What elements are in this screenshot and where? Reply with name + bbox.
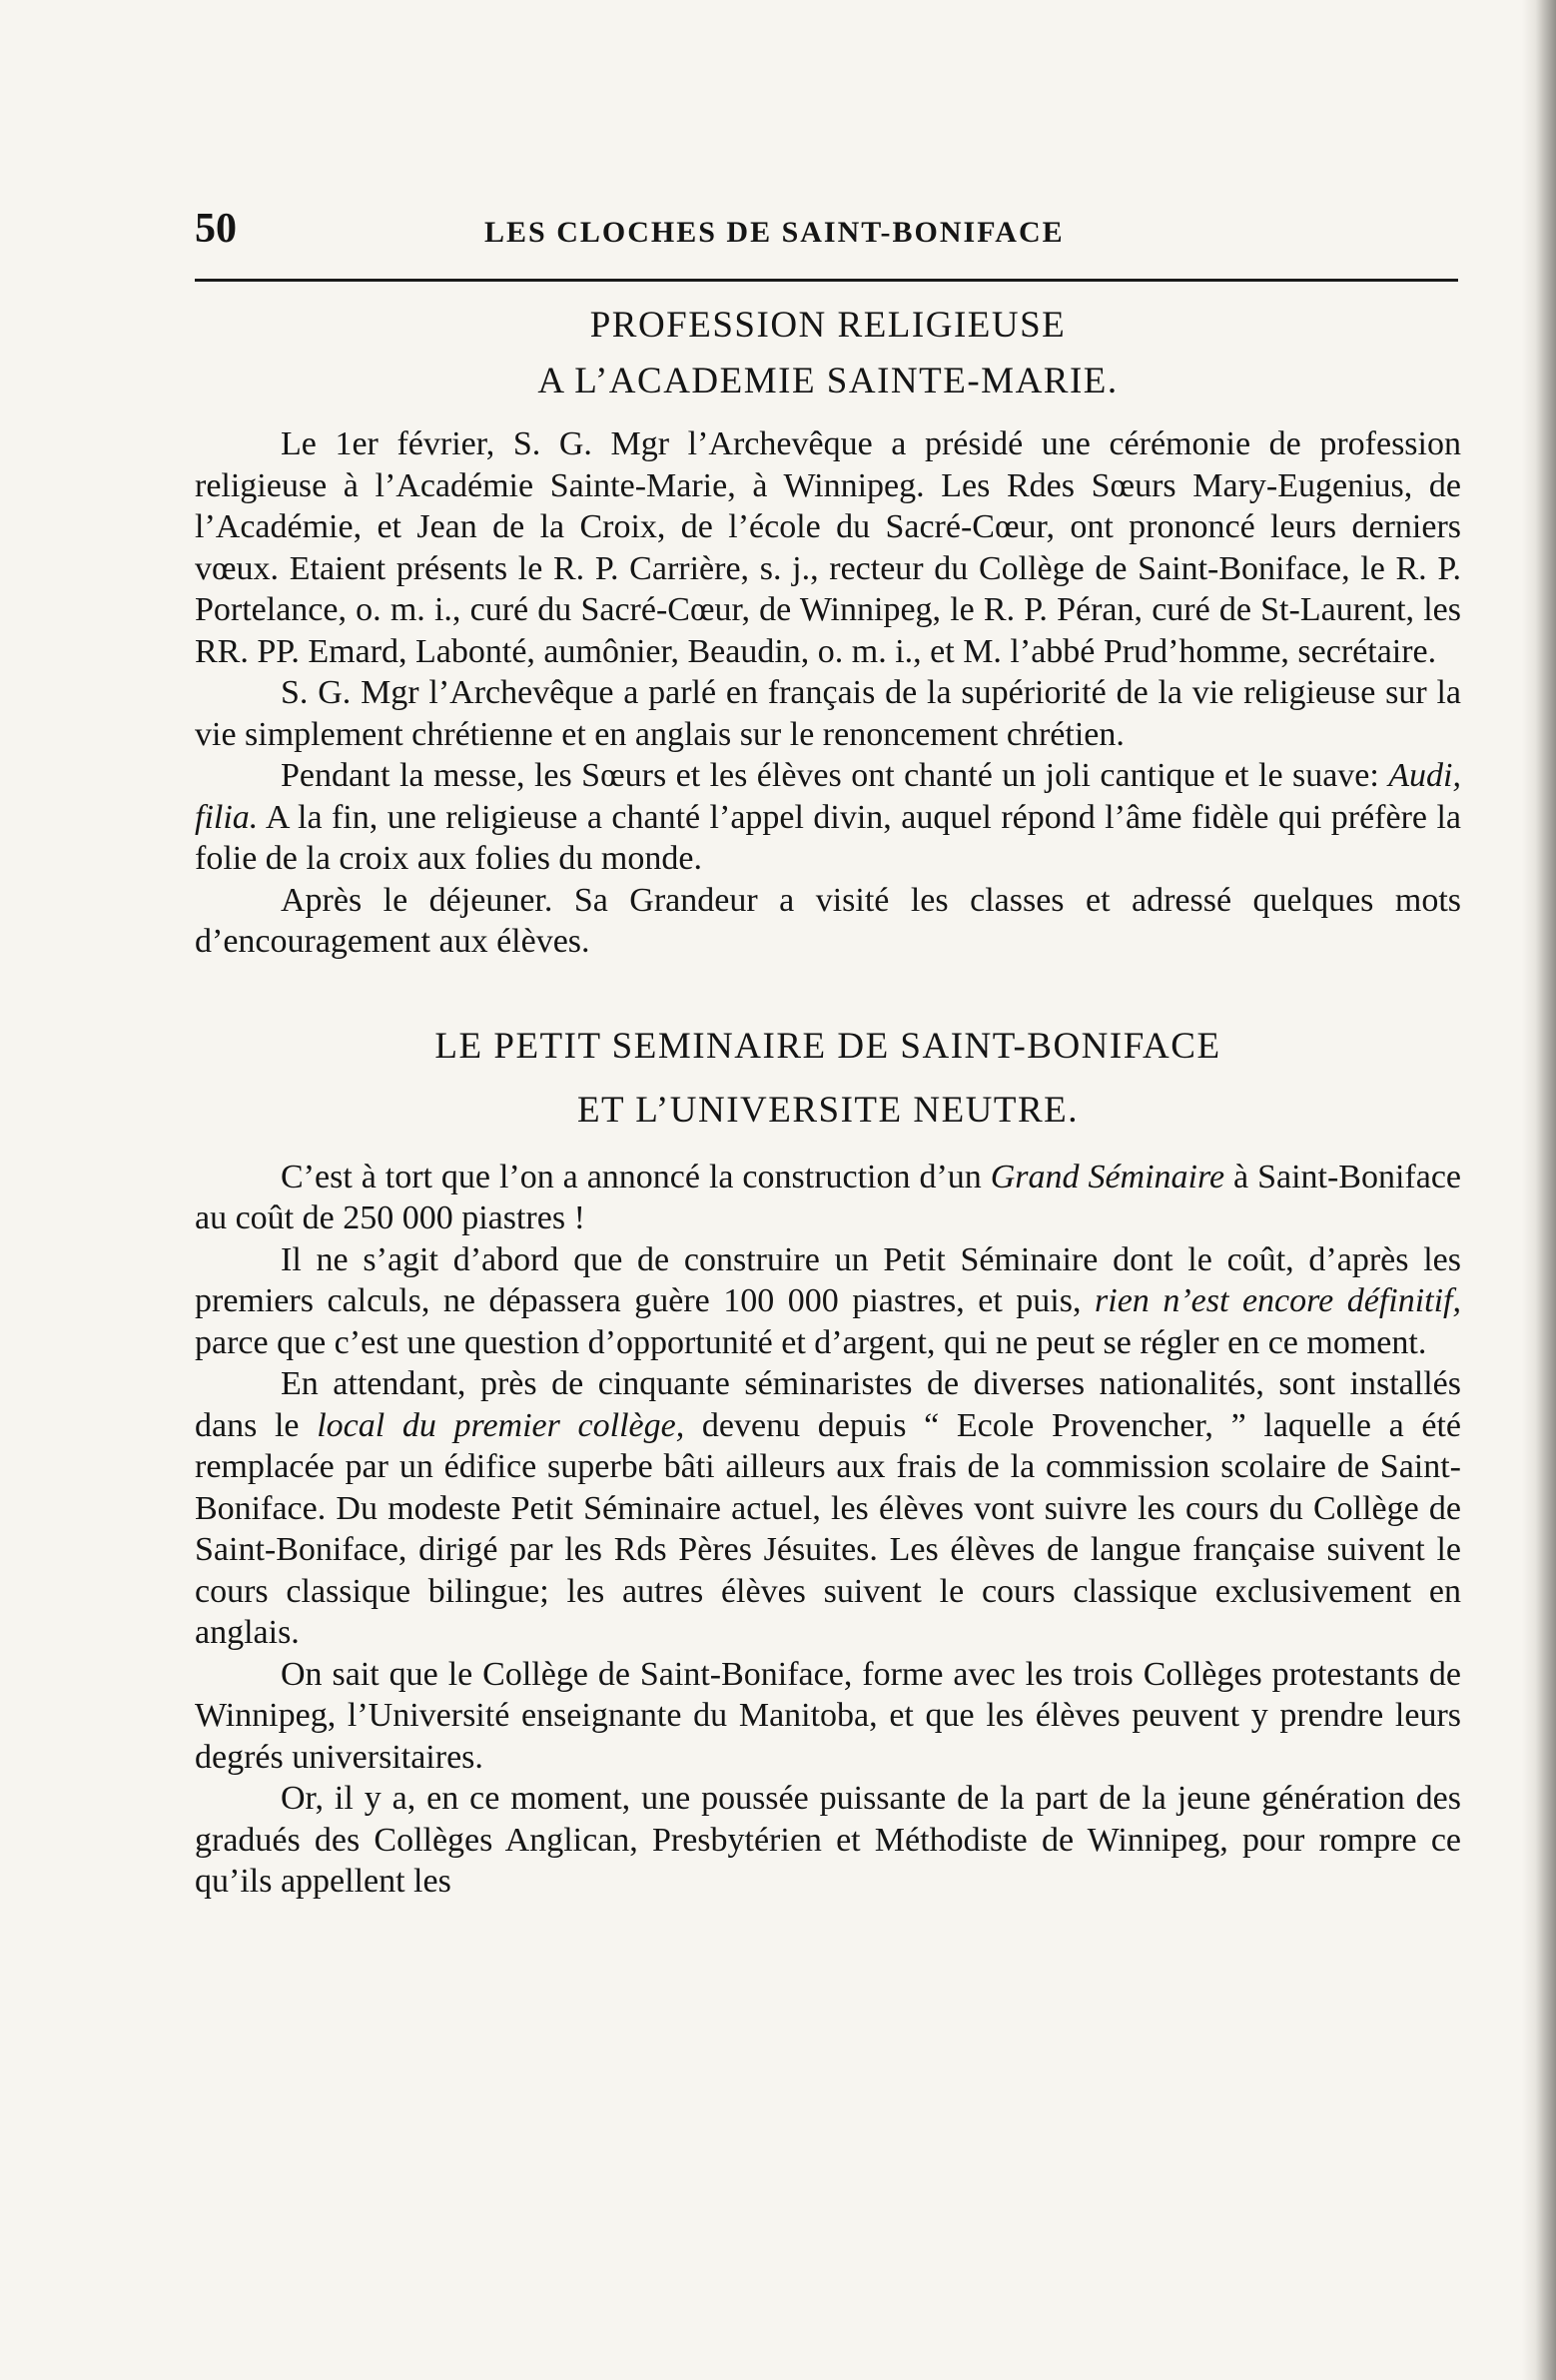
text-run: A la fin, une religieuse a chanté l’appel divin, auquel répond l’âme fidèle qui préfère la folie de la croix aux folies du monde. [195,798,1461,877]
text-run: Il ne s’agit d’abord que de construire un Petit Séminaire dont le coût, d’après les premiers calculs, ne dépassera guère 100 000 piastres, et puis, [195,1240,1461,1319]
italic-text: local du premier collège, [317,1406,685,1444]
text-run: Pendant la messe, les Sœurs et les élèves ont chanté un joli cantique et le suave: [281,757,1389,794]
article-title-line: LE PETIT SEMINAIRE DE SAINT-BONIFACE [434,1025,1221,1067]
article-petit-seminaire [195,1011,1461,1903]
paragraph [195,1239,1461,1364]
paragraph: On sait que le Collège de Saint-Boniface, forme avec les trois Collèges protestants de Winnipeg, l’Université enseignante du Manitoba, et que les élèves peuvent y prendre leurs degrés universitaires. [195,1655,1461,1776]
header-rule [195,279,1458,282]
italic-text: rien n’est encore définitif, [1095,1282,1461,1319]
text-run: C’est à tort que l’on a annoncé la construction d’un [281,1158,991,1195]
page-edge-shadow [1522,0,1556,2380]
paragraph [195,1363,1461,1654]
article-title-line: PROFESSION RELIGIEUSE [589,305,1067,346]
text-run: parce que c’est une question d’opportunité et d’argent, qui ne peut se régler en ce moment. [195,1323,1427,1361]
running-title: LES CLOCHES DE SAINT-BONIFACE [484,216,1065,249]
italic-text: Grand Séminaire [990,1158,1225,1195]
text-run: En attendant, près de cinquante séminaristes de diverses nationalités, sont installés dans le [195,1365,1461,1444]
page-number: 50 [195,206,237,252]
paragraph [195,1157,1461,1239]
article-subtitle-line: A L’ACADEMIE SAINTE-MARIE. [537,361,1119,401]
article-subtitle-line: ET L’UNIVERSITE NEUTRE. [576,1089,1080,1131]
text-run: devenu depuis “ Ecole Provencher, ” laquelle a été remplacée par un édifice superbe bâti ailleurs aux frais de la commission scolaire de Saint-Boniface. Du modeste Petit Séminaire actuel, les élèves vont suivre les cours du Collège de Saint-Boniface, dirigé par les Rds Pères Jésuites. Les élèves de langue française suivent le cours classique bilingue; les autres élèves suivent le cours classique exclusivement en anglais. [195,1406,1462,1651]
paragraph: S. G. Mgr l’Archevêque a parlé en français de la supériorité de la vie religieuse sur la vie simplement chrétienne et en anglais sur le renoncement chrétien. [195,674,1461,753]
paragraph: Or, il y a, en ce moment, une poussée puissante de la part de la jeune génération des gradués des Collèges Anglican, Presbytérien et Méthodiste de Winnipeg, pour rompre ce qu’ils appellent les [195,1780,1461,1900]
paragraph: Après le déjeuner. Sa Grandeur a visité les classes et adressé quelques mots d’encouragement aux élèves. [195,881,1461,960]
running-header [195,205,1461,261]
italic-text: Audi, filia. [195,757,1461,836]
paragraph: Le 1er février, S. G. Mgr l’Archevêque a présidé une cérémonie de profession religieuse à l’Académie Sainte-Marie, à Winnipeg. Les Rdes Sœurs Mary-Eugenius, de l’Académie, et Jean de la Croix, de l’école du Sacré-Cœur, ont prononcé leurs derniers vœux. Etaient présents le R. P. Carrière, s. j., recteur du Collège de Saint-Boniface, le R. P. Portelance, o. m. i., curé du Sacré-Cœur, de Winnipeg, le R. P. Péran, curé de St-Laurent, les RR. PP. Emard, Labonté, aumônier, Beaudin, o. m. i., et M. l’abbé Prud’homme, secrétaire. [195,425,1461,670]
paragraph [195,755,1461,880]
document-page [195,205,1461,1903]
text-run: à Saint-Boniface au coût de 250 000 piastres ! [195,1158,1462,1236]
article-profession-religieuse [195,298,1461,963]
